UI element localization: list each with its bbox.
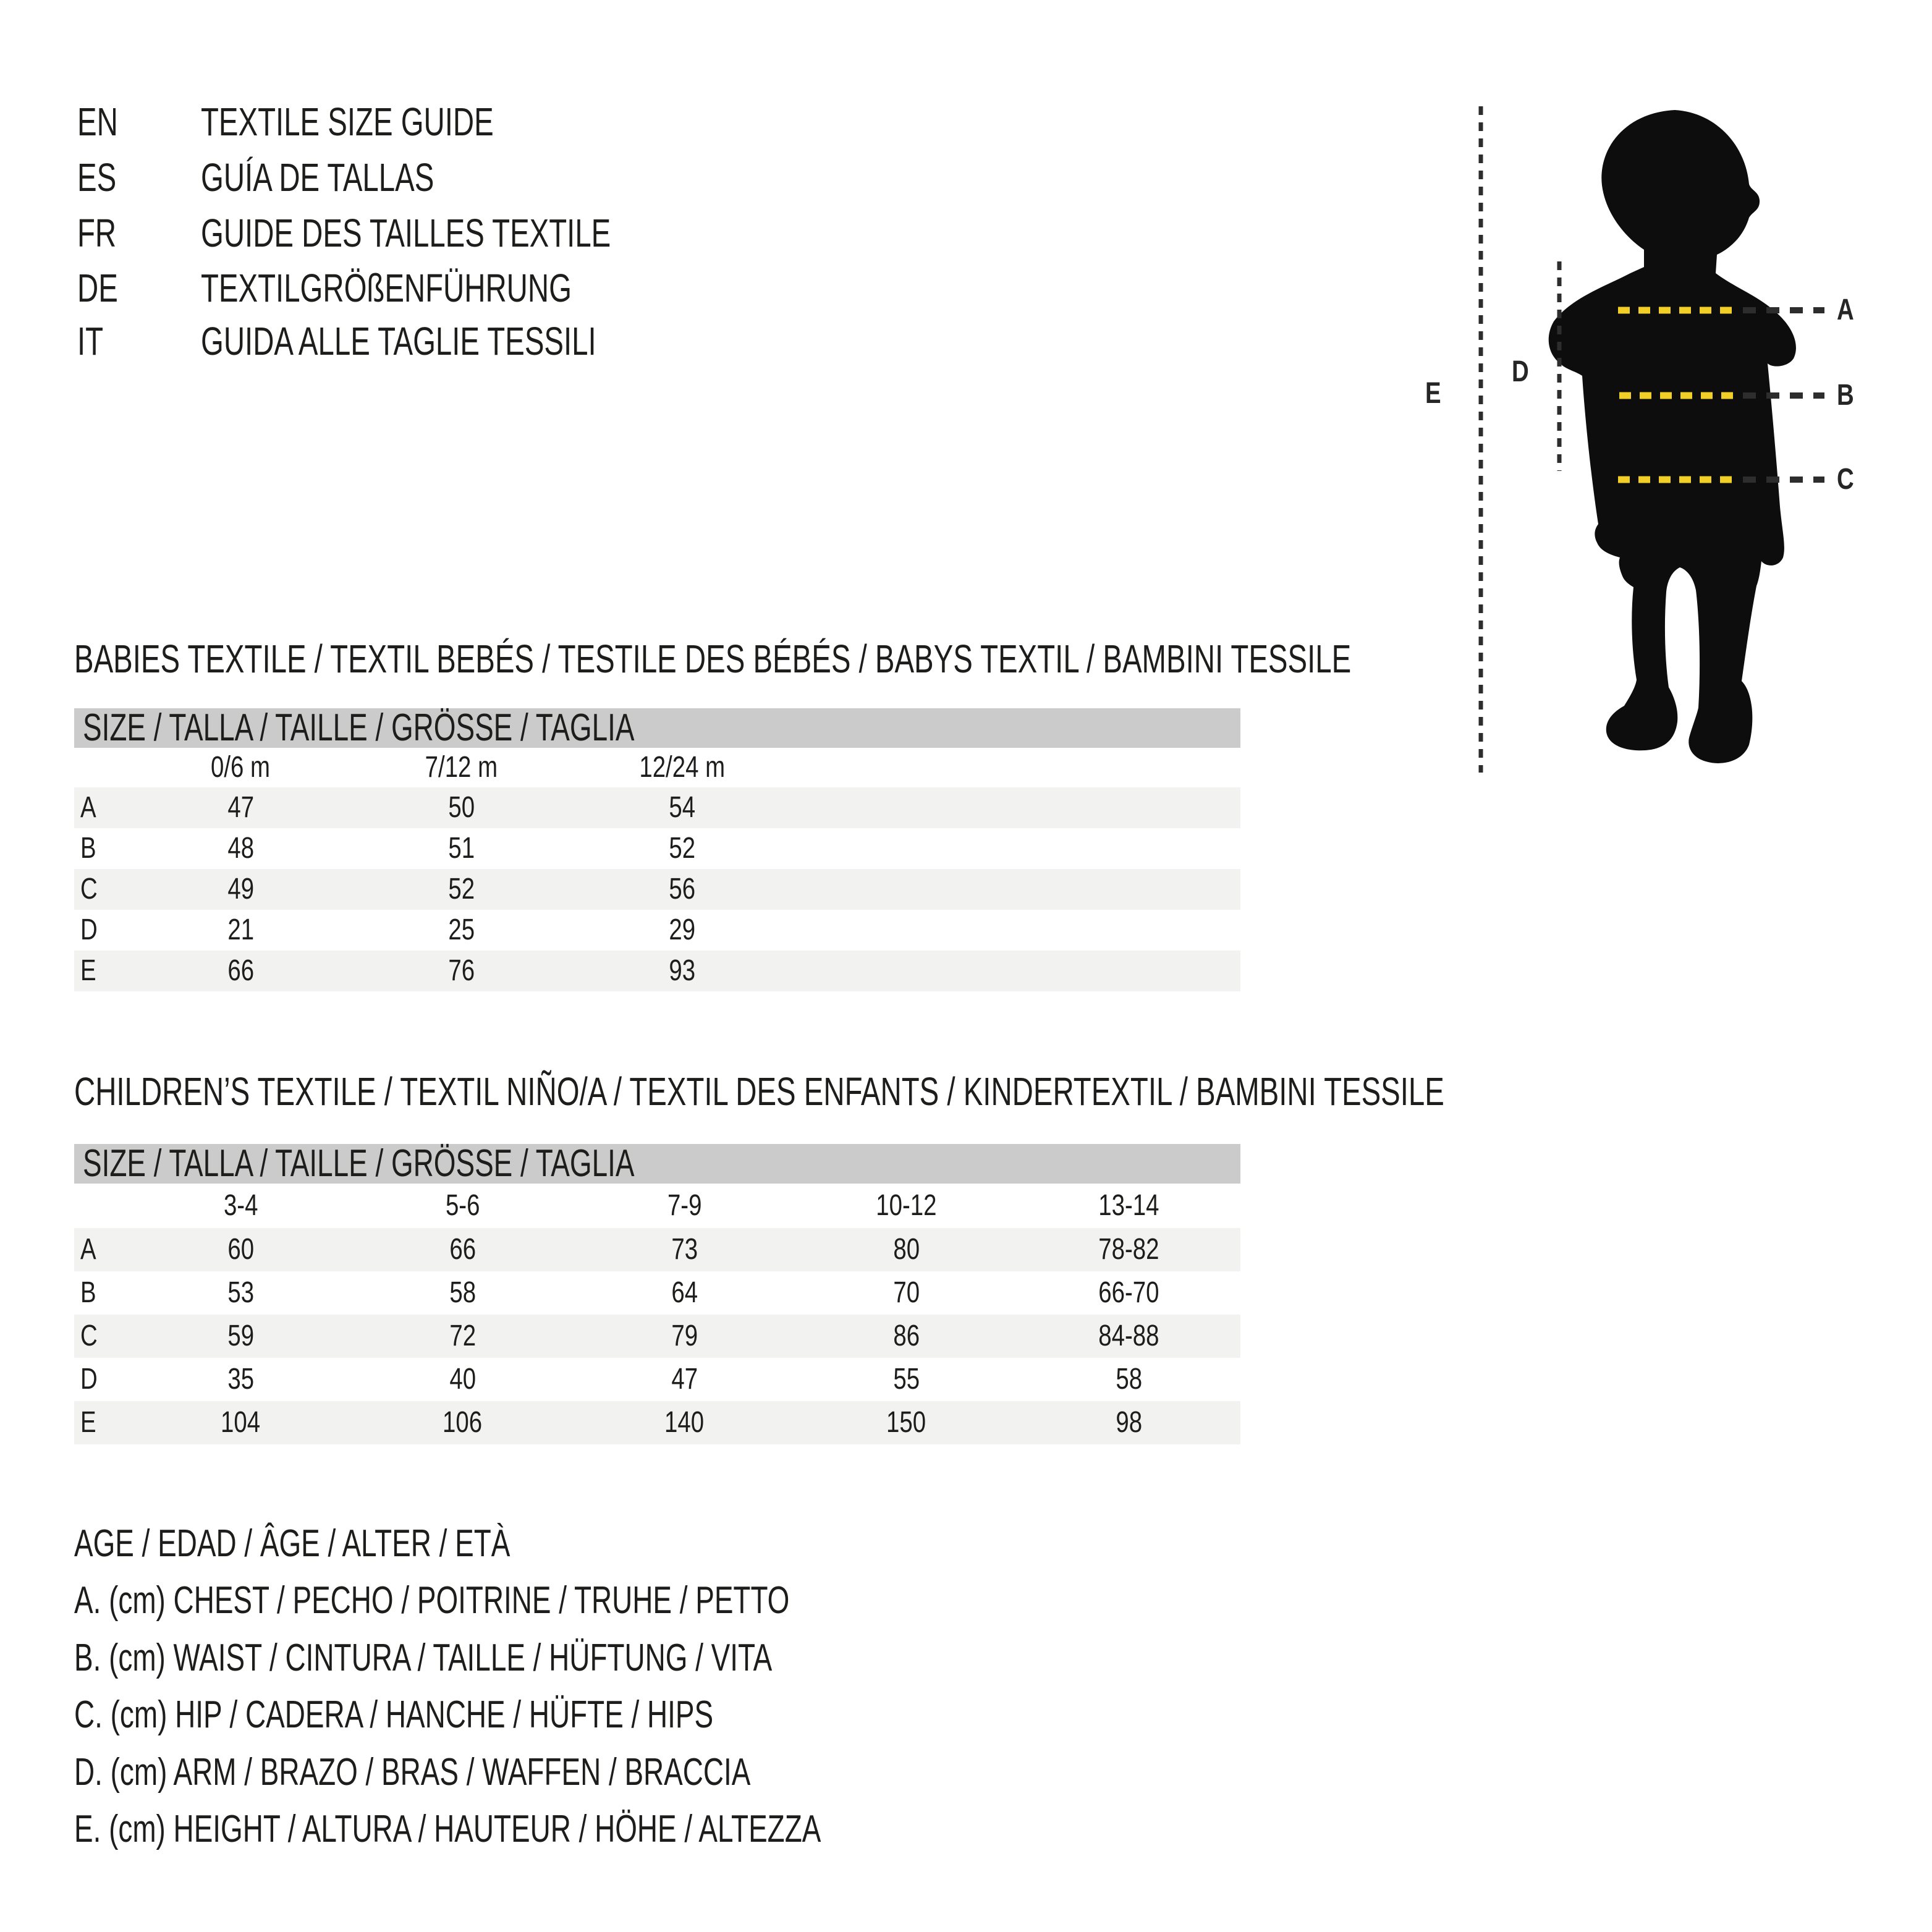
babies-col-header: 7/12 m (425, 751, 498, 784)
table-row: C 59 72 79 86 84-88 (74, 1315, 1240, 1358)
figure-label-e: E (1425, 377, 1441, 410)
table-row: E 104 106 140 150 98 (74, 1401, 1240, 1444)
children-size-header-bar: SIZE / TALLA / TAILLE / GRÖSSE / TAGLIA (74, 1144, 1240, 1184)
language-code: FR (77, 211, 117, 255)
language-row-en (77, 102, 596, 142)
language-row-es (77, 155, 516, 200)
figure-label-c: C (1837, 463, 1854, 496)
legend-hip: C. (cm) HIP / CADERA / HANCHE / HÜFTE / HIPS (74, 1693, 714, 1736)
children-size-table (74, 1144, 1240, 1444)
table-row: B 53 58 64 70 66-70 (74, 1271, 1240, 1315)
babies-col-header: 12/24 m (639, 751, 725, 784)
babies-col-header: 0/6 m (211, 751, 271, 784)
language-code: ES (77, 155, 117, 200)
children-col-header: 7-9 (667, 1189, 702, 1222)
language-row-fr (77, 213, 755, 253)
row-label: E (80, 1406, 96, 1439)
children-column-headers (74, 1184, 1240, 1228)
language-title: TEXTILGRÖßENFÜHRUNG (201, 266, 572, 310)
children-section-title: CHILDREN’S TEXTILE / TEXTIL NIÑO/A / TEXTIL DES ENFANTS / KINDERTEXTIL / BAMBINI TESSILE (74, 1069, 1444, 1114)
figure-label-a: A (1837, 294, 1854, 326)
language-code: IT (77, 319, 104, 363)
language-title: GUÍA DE TALLAS (201, 155, 434, 200)
row-label: E (80, 954, 96, 987)
row-label: A (80, 1233, 96, 1266)
legend-arm: D. (cm) ARM / BRAZO / BRAS / WAFFEN / BRACCIA (74, 1751, 751, 1794)
children-col-header: 3-4 (223, 1189, 258, 1222)
table-row: C 49 52 56 (74, 869, 1240, 910)
babies-section-title: BABIES TEXTILE / TEXTIL BEBÉS / TESTILE DES BÉBÉS / BABYS TEXTIL / BAMBINI TESSILE (74, 637, 1352, 681)
row-label: B (80, 832, 96, 865)
language-row-de (77, 268, 702, 308)
table-row: B 48 51 52 (74, 828, 1240, 869)
language-code: EN (77, 100, 118, 144)
children-col-header: 13-14 (1098, 1189, 1159, 1222)
row-label: D (80, 913, 98, 946)
table-row: D 21 25 29 (74, 910, 1240, 951)
figure-label-d: D (1512, 355, 1529, 388)
legend-age: AGE / EDAD / ÂGE / ALTER / ETÀ (74, 1522, 511, 1565)
legend-waist: B. (cm) WAIST / CINTURA / TAILLE / HÜFTUNG / VITA (74, 1637, 773, 1679)
language-code: DE (77, 266, 118, 310)
language-title: GUIDA ALLE TAGLIE TESSILI (201, 319, 596, 363)
babies-column-headers (74, 748, 1240, 787)
row-label: A (80, 791, 96, 824)
figure-label-b: B (1837, 379, 1854, 412)
row-label: B (80, 1276, 96, 1309)
child-silhouette-figure (1409, 99, 1897, 791)
language-row-it (77, 321, 735, 361)
row-label: C (80, 1320, 98, 1352)
children-col-header: 5-6 (445, 1189, 480, 1222)
babies-size-table (74, 708, 1240, 991)
babies-size-header-bar: SIZE / TALLA / TAILLE / GRÖSSE / TAGLIA (74, 708, 1240, 748)
table-row: A 60 66 73 80 78-82 (74, 1228, 1240, 1271)
table-row: A 47 50 54 (74, 787, 1240, 828)
row-label: C (80, 873, 98, 905)
legend-chest: A. (cm) CHEST / PECHO / POITRINE / TRUHE / PETTO (74, 1579, 790, 1622)
row-label: D (80, 1363, 98, 1396)
children-col-header: 10-12 (876, 1189, 937, 1222)
table-row: E 66 76 93 (74, 951, 1240, 991)
language-title: TEXTILE SIZE GUIDE (201, 100, 494, 144)
legend-height: E. (cm) HEIGHT / ALTURA / HAUTEUR / HÖHE / ALTEZZA (74, 1808, 821, 1850)
table-row: D 35 40 47 55 58 (74, 1358, 1240, 1401)
language-title: GUIDE DES TAILLES TEXTILE (201, 211, 611, 255)
